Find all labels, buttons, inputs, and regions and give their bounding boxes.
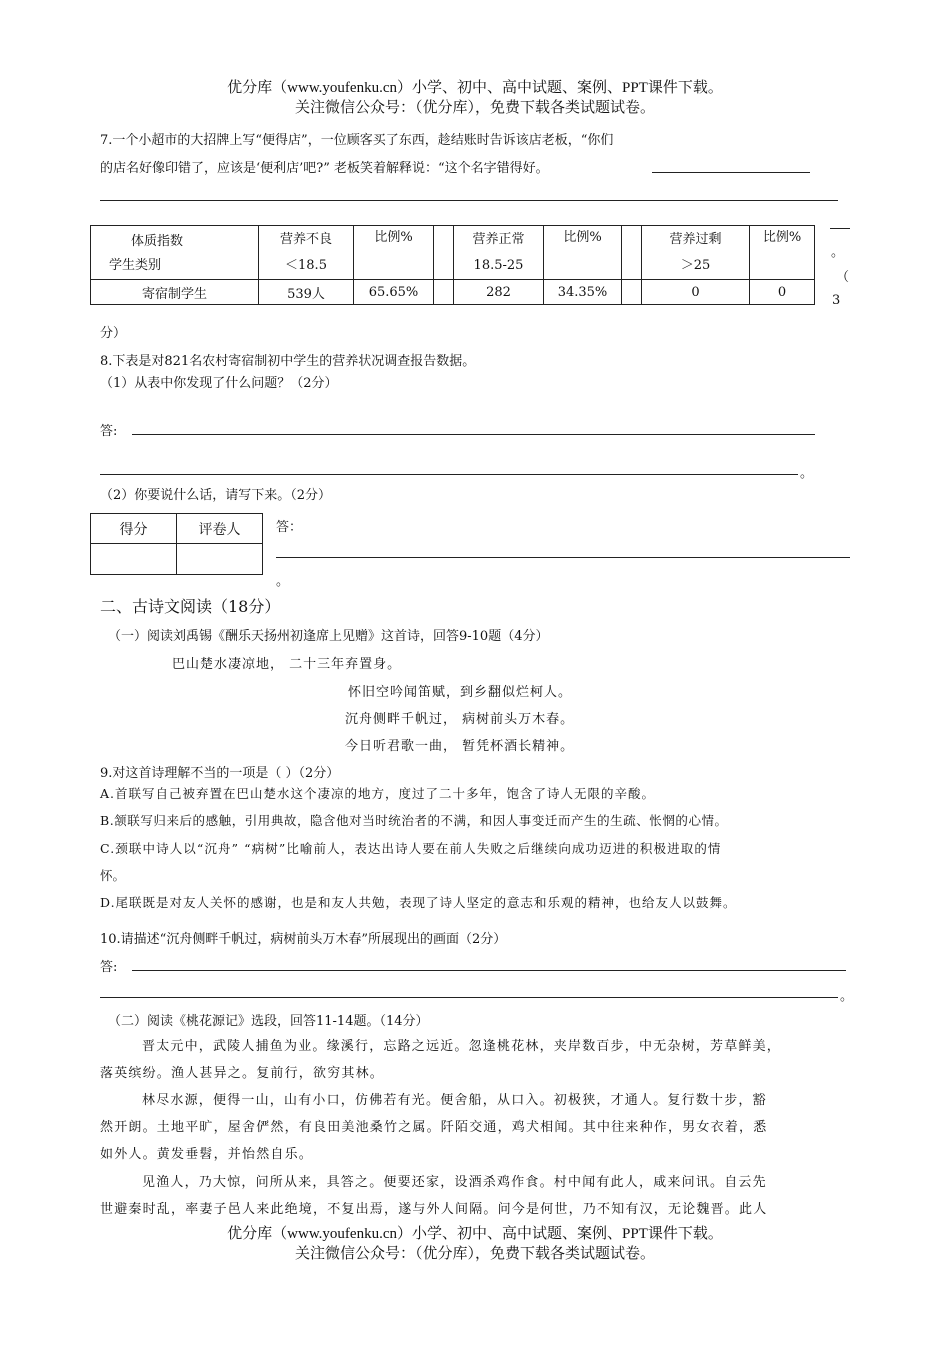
passage-line-5: 如外人。黄发垂髫，并怡然自乐。 bbox=[100, 1147, 314, 1162]
row-label: 寄宿制学生 bbox=[91, 280, 259, 305]
col-normal-label: 营养正常 bbox=[472, 231, 525, 247]
q9-option-d: D.尾联既是对友人关怀的感谢，也是和友人共勉，表现了诗人坚定的意志和乐观的精神，也给友人以鼓舞。 bbox=[100, 895, 737, 910]
poem-line-3: 沉舟侧畔千帆过， 病树前头万木春。 bbox=[345, 712, 575, 727]
col-normal bbox=[454, 226, 544, 280]
footer-line-2: 关注微信公众号：（优分库），免费下载各类试题试卷。 bbox=[294, 1246, 655, 1262]
cell-undernourished-ratio: 65.65% bbox=[354, 280, 434, 305]
col-overnourished-ratio: 比例% bbox=[750, 226, 815, 280]
table-gap-1 bbox=[434, 226, 454, 280]
poem-line-2: 怀旧空吟闻笛赋，到乡翻似烂柯人。 bbox=[348, 685, 573, 700]
header-line-2: 关注微信公众号：（优分库），免费下载各类试题试卷。 bbox=[294, 100, 655, 116]
q8-sub2-answer-line bbox=[276, 557, 850, 558]
q8-answer-label: 答: bbox=[100, 424, 118, 439]
cell-normal-count: 282 bbox=[454, 280, 544, 305]
q8-sub2-answer-label: 答： bbox=[276, 520, 303, 535]
table-gap-cell-2 bbox=[622, 280, 642, 305]
section2-part1: （一）阅读刘禹锡《酬乐天扬州初逢席上见赠》这首诗，回答9-10题（4分） bbox=[108, 629, 549, 644]
q7-side-mark-1: 。 bbox=[831, 245, 845, 260]
q8-answer-line-1 bbox=[132, 434, 815, 435]
q10-stem: 10.请描述“沉舟侧畔千帆过，病树前头万木春”所展现出的画面（2分） bbox=[100, 932, 507, 947]
q8-stem: 8.下表是对821名农村寄宿制初中学生的营养状况调查报告数据。 bbox=[100, 354, 476, 369]
passage-line-1: 晋太元中，武陵人捕鱼为业。缘溪行，忘路之远近。忽逢桃花林，夹岸数百步，中无杂树，芳草鲜美， bbox=[142, 1039, 782, 1054]
q9-option-b: B.颔联写归来后的感触，引用典故，隐含他对当时统治者的不满，和因人事变迁而产生的生疏、怅惘的心情。 bbox=[100, 813, 728, 828]
part2-title: （二）阅读《桃花源记》选段，回答11-14题。（14分） bbox=[108, 1014, 429, 1029]
table-header-bottom: 学生类别 bbox=[109, 257, 162, 273]
col-overnourished bbox=[642, 226, 750, 280]
section2-title: 二、古诗文阅读（18分） bbox=[100, 597, 281, 616]
score-input[interactable] bbox=[91, 544, 177, 575]
passage-line-7: 世避秦时乱，率妻子邑人来此绝境，不复出焉，遂与外人间隔。问今是何世，乃不知有汉，无论魏晋。此人 bbox=[100, 1202, 768, 1217]
grader-input[interactable] bbox=[177, 544, 263, 575]
col-undernourished-ratio: 比例% bbox=[354, 226, 434, 280]
q9-option-c-line-1: C.颈联中诗人以“沉舟” “病树”比喻前人，表达出诗人要在前人失败之后继续向成功迈进的积极进取的情 bbox=[100, 841, 722, 856]
passage-line-6: 见渔人，乃大惊，问所从来，具答之。便要还家，设酒杀鸡作食。村中闻有此人，咸来问讯。自云先 bbox=[142, 1175, 767, 1190]
q8-end-mark: 。 bbox=[800, 466, 814, 481]
q7-side-mark-2: （ bbox=[836, 270, 850, 285]
table-gap-cell-1 bbox=[434, 280, 454, 305]
footer-line-1: 优分库（www.youfenku.cn）小学、初中、高中试题、案例、PPT课件下载。 bbox=[227, 1226, 723, 1242]
q8-sub2-end-mark: 。 bbox=[276, 574, 290, 589]
q7-side-dash bbox=[830, 228, 850, 229]
q8-answer-line-2 bbox=[100, 474, 798, 475]
q9-stem: 9.对这首诗理解不当的一项是（ ）（2分） bbox=[100, 766, 340, 781]
score-label: 得分 bbox=[91, 514, 177, 544]
q10-answer-line-2 bbox=[100, 997, 838, 998]
cell-undernourished-count: 539人 bbox=[259, 280, 354, 305]
passage-line-2: 落英缤纷。渔人甚异之。复前行，欲穷其林。 bbox=[100, 1066, 385, 1081]
col-overnourished-range: ＞25 bbox=[680, 257, 711, 273]
q7-side-mark-3: 3 bbox=[832, 293, 841, 308]
col-undernourished-label: 营养不良 bbox=[279, 231, 332, 247]
q9-option-a: A.首联写自己被弃置在巴山楚水这个凄凉的地方，度过了二十多年，饱含了诗人无限的辛酸。 bbox=[100, 786, 656, 801]
q10-answer-label: 答: bbox=[100, 960, 118, 975]
header-line-1: 优分库（www.youfenku.cn）小学、初中、高中试题、案例、PPT课件下载。 bbox=[227, 80, 723, 96]
table-header-top: 体质指数 bbox=[131, 233, 184, 249]
cell-overnourished-count: 0 bbox=[642, 280, 750, 305]
passage-line-4: 然开朗。土地平旷，屋舍俨然，有良田美池桑竹之属。阡陌交通，鸡犬相闻。其中往来种作，男女衣着，悉 bbox=[100, 1120, 768, 1135]
score-box bbox=[90, 513, 263, 575]
table-header-corner bbox=[91, 226, 259, 280]
q7-line-1: 7.一个小超市的大招牌上写“便得店”，一位顾客买了东西，趁结账时告诉该店老板，“你们 bbox=[100, 133, 614, 148]
grader-label: 评卷人 bbox=[177, 514, 263, 544]
q7-line-2: 的店名好像印错了，应该是‘便利店’吧?” 老板笑着解释说：“这个名字错得好。 bbox=[100, 161, 549, 176]
passage-line-3: 林尽水源，便得一山，山有小口，仿佛若有光。便舍船，从口入。初极狭，才通人。复行数十步，豁 bbox=[142, 1093, 767, 1108]
q9-option-c-line-2: 怀。 bbox=[100, 868, 126, 883]
poem-line-4: 今日听君歌一曲， 暂凭杯酒长精神。 bbox=[345, 739, 575, 754]
cell-normal-ratio: 34.35% bbox=[544, 280, 622, 305]
q10-end-mark: 。 bbox=[840, 989, 854, 1004]
q8-sub1: （1）从表中你发现了什么问题？（2分） bbox=[100, 376, 338, 391]
q10-answer-line-1 bbox=[132, 970, 846, 971]
table-gap-2 bbox=[622, 226, 642, 280]
col-overnourished-label: 营养过剩 bbox=[669, 231, 722, 247]
q7-answer-line-1 bbox=[652, 172, 810, 173]
q8-sub2: （2）你要说什么话，请写下来。（2分） bbox=[100, 488, 332, 503]
col-undernourished-range: ＜18.5 bbox=[285, 257, 327, 273]
col-normal-range: 18.5-25 bbox=[473, 257, 524, 273]
q7-score-tail: 分） bbox=[100, 326, 127, 341]
col-undernourished bbox=[259, 226, 354, 280]
q7-answer-line-2 bbox=[100, 200, 838, 201]
nutrition-table bbox=[90, 225, 815, 305]
col-normal-ratio: 比例% bbox=[544, 226, 622, 280]
cell-overnourished-ratio: 0 bbox=[750, 280, 815, 305]
poem-line-1: 巴山楚水凄凉地， 二十三年弃置身。 bbox=[172, 657, 402, 672]
